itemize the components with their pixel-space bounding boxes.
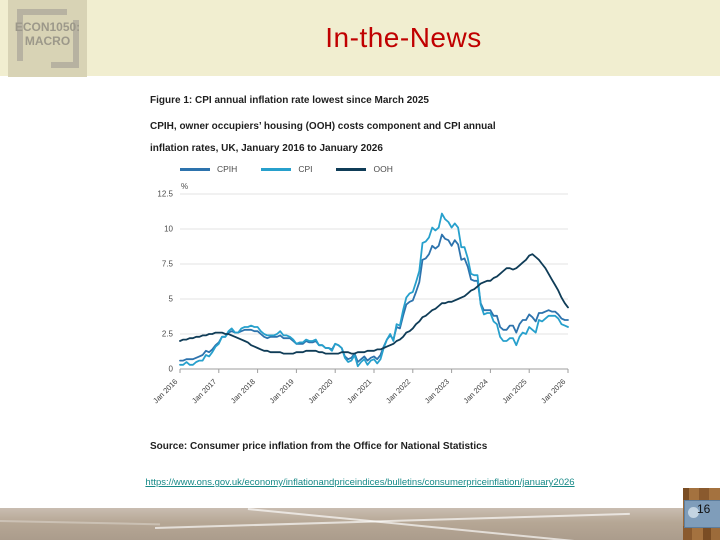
y-axis-label: 0: [168, 364, 173, 374]
y-axis-label: 5: [168, 294, 173, 304]
y-axis-label: 10: [164, 224, 173, 234]
x-axis-label: Jan 2025: [500, 377, 529, 406]
x-axis-label: Jan 2026: [539, 377, 568, 406]
ons-bulletin-link[interactable]: https://www.ons.gov.uk/economy/inflationandpriceindices/bulletins/consumerpriceinflation/january2026: [145, 477, 575, 488]
legend-label: CPIH: [217, 164, 238, 174]
strip-tile-line: [0, 520, 160, 525]
chart-legend: [180, 164, 393, 174]
figure-subtitle-line2: inflation rates, UK, January 2016 to January 2026: [150, 143, 383, 154]
thumbnail-wood-bottom: [683, 526, 720, 540]
x-axis-label: Jan 2016: [151, 377, 180, 406]
y-axis-label: 7.5: [161, 259, 173, 269]
x-axis-label: Jan 2023: [422, 377, 452, 406]
y-axis-unit-label: %: [181, 182, 189, 191]
thumbnail-wood-top: [683, 488, 720, 500]
figure-title: Figure 1: CPI annual inflation rate lowest since March 2025: [150, 95, 429, 106]
footer-photo-strip: [0, 508, 684, 540]
series-line-cpih: [180, 235, 568, 362]
legend-label: OOH: [373, 164, 393, 174]
x-axis-label: Jan 2019: [267, 377, 296, 406]
legend-item-cpi: [261, 164, 312, 174]
legend-label: CPI: [298, 164, 313, 174]
figure-source: Source: Consumer price inflation from the Office for National Statistics: [150, 441, 488, 452]
inflation-line-chart: [150, 178, 590, 423]
y-axis-label: 2.5: [161, 329, 173, 339]
x-axis-label: Jan 2018: [228, 377, 258, 406]
logo-text: [8, 20, 87, 48]
legend-item-cpih: [180, 164, 237, 174]
x-axis-label: Jan 2024: [461, 377, 490, 406]
slide-title: In-the-News: [325, 22, 482, 53]
x-axis-label: Jan 2020: [306, 377, 335, 406]
x-axis-label: Jan 2022: [384, 377, 413, 406]
legend-swatch-icon: [336, 168, 366, 171]
legend-swatch-icon: [261, 168, 291, 171]
x-axis-label: Jan 2017: [190, 377, 219, 406]
legend-item-ooh: [336, 164, 392, 174]
logo-line2: MACRO: [24, 34, 71, 48]
strip-tile-line: [155, 513, 630, 529]
series-line-cpi: [180, 214, 568, 367]
slide-page-number: 16: [697, 502, 711, 516]
figure-subtitle-line1: CPIH, owner occupiers’ housing (OOH) costs component and CPI annual: [150, 121, 496, 132]
x-axis-label: Jan 2021: [345, 377, 374, 406]
course-logo: [8, 0, 87, 77]
legend-swatch-icon: [180, 168, 210, 171]
logo-line1: ECON1050:: [14, 20, 81, 34]
y-axis-label: 12.5: [157, 189, 173, 199]
